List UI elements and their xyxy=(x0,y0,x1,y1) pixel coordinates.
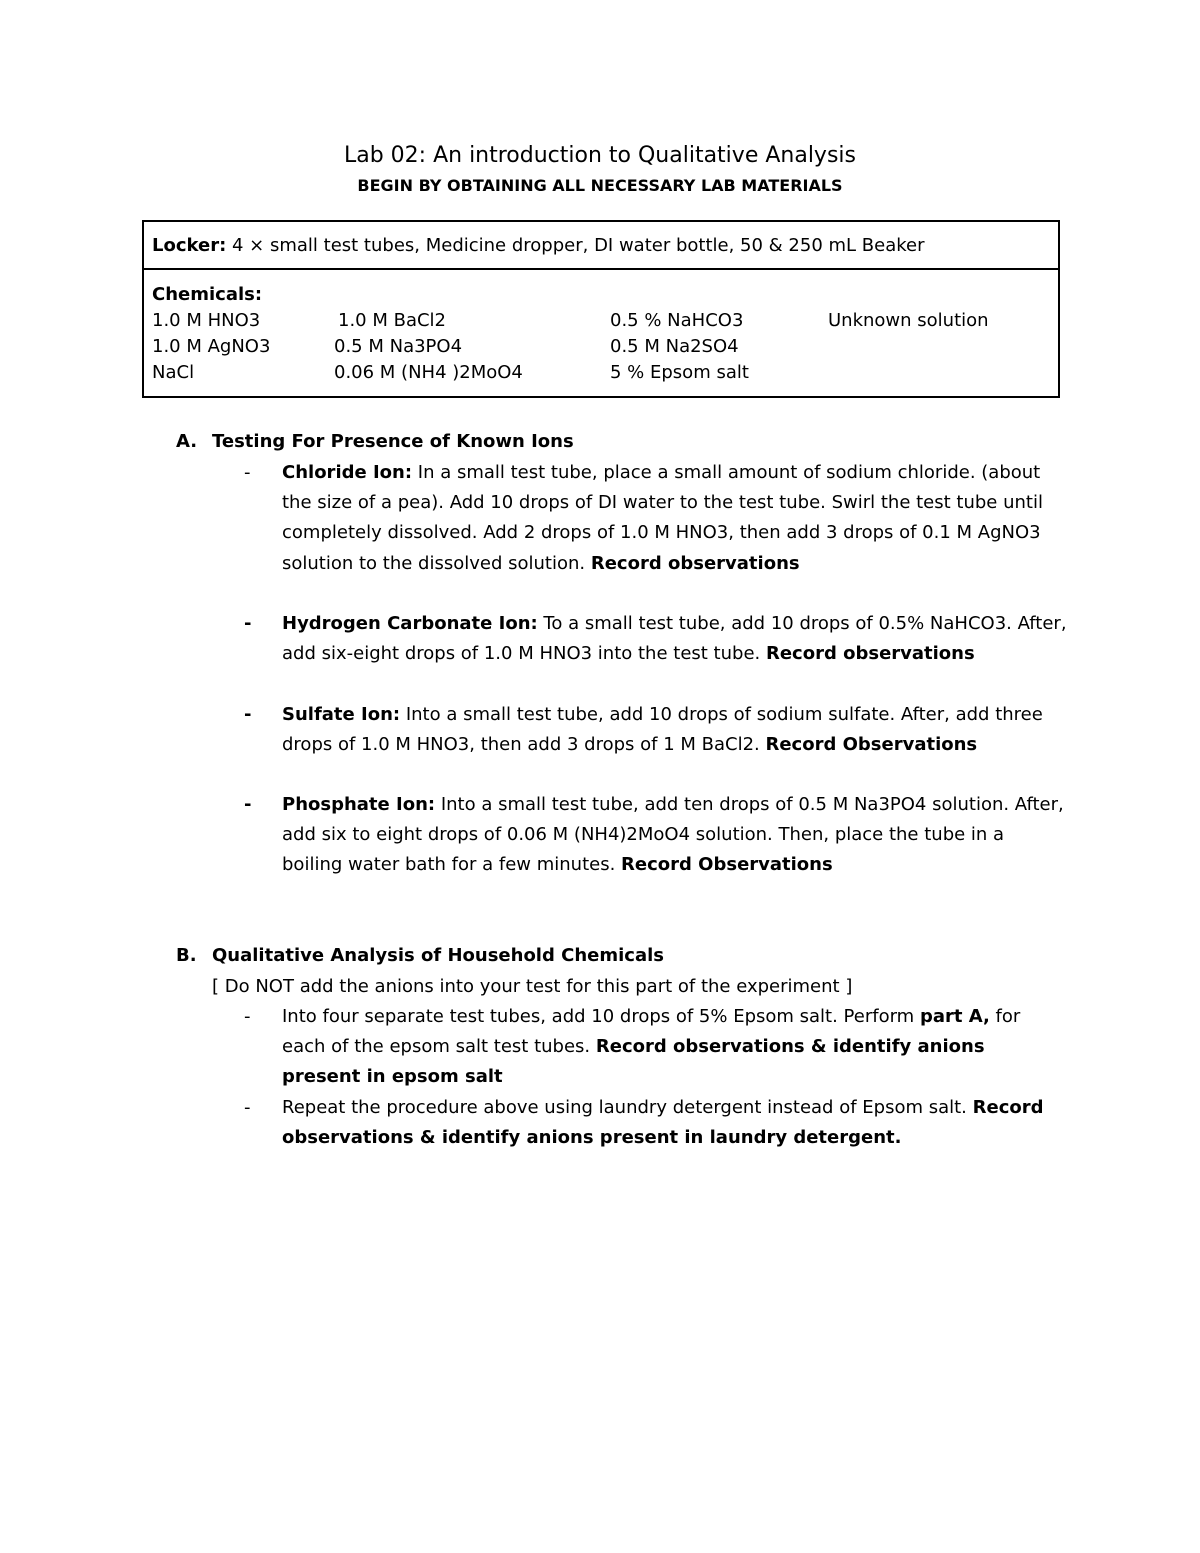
section-b-note: [ Do NOT add the anions into your test for this part of the experiment ] xyxy=(212,976,853,997)
chemical-item: 0.5 M Na2SO4 xyxy=(610,336,739,357)
locker-text: 4 × small test tubes, Medicine dropper, DI water bottle, 50 & 250 mL Beaker xyxy=(226,235,925,256)
section-a-title: Testing For Presence of Known Ions xyxy=(212,431,574,452)
page-title: Lab 02: An introduction to Qualitative Analysis xyxy=(343,143,856,168)
list-item xyxy=(244,609,1068,669)
materials-box xyxy=(142,220,1060,398)
item-emphasis: part A, xyxy=(919,1006,990,1027)
section-b-title: Qualitative Analysis of Household Chemicals xyxy=(212,945,664,966)
item-text: Into four separate test tubes, add 10 drops of 5% Epsom salt. Perform xyxy=(282,1006,920,1027)
item-emphasis: Record observations & identify anions present in laundry detergent. xyxy=(282,1097,1044,1149)
chemical-item: 0.06 M (NH4 )2MoO4 xyxy=(334,362,523,383)
list-item xyxy=(244,458,1068,579)
item-text: Repeat the procedure above using laundry detergent instead of Epsom salt. xyxy=(282,1097,973,1118)
item-text: Into a small test tube, add ten drops of 0.5 M Na3PO4 solution. After, add six to eight drops of 0.06 M (NH4)2MoO4 solution. Then, place the tube in a boiling water bath for a few minutes. xyxy=(282,794,1064,876)
bullet-dash: - xyxy=(244,794,252,815)
bullet-dash: - xyxy=(244,1097,251,1118)
item-label: Hydrogen Carbonate Ion: xyxy=(282,613,538,634)
chemical-item: Unknown solution xyxy=(828,310,989,331)
item-text: Into a small test tube, add 10 drops of sodium sulfate. After, add three drops of 1.0 M HNO3, then add 3 drops of 1 M BaCl2. xyxy=(282,704,1043,756)
item-label: Phosphate Ion: xyxy=(282,794,436,815)
chemical-item: 5 % Epsom salt xyxy=(610,362,749,383)
chemicals-label: Chemicals: xyxy=(152,284,263,305)
item-emphasis: Record observations xyxy=(765,643,975,665)
section-b-heading xyxy=(176,941,664,971)
list-item xyxy=(244,790,1068,881)
item-emphasis: Record observations xyxy=(590,552,800,574)
section-a-letter: A. xyxy=(176,431,198,452)
chemical-item: NaCl xyxy=(152,362,195,383)
list-item xyxy=(244,1093,1068,1153)
section-a-heading xyxy=(176,427,574,457)
chemical-item: 1.0 M HNO3 xyxy=(152,310,261,331)
locker-row xyxy=(144,222,1058,270)
list-item xyxy=(244,700,1068,760)
chemical-item: 1.0 M AgNO3 xyxy=(152,336,271,357)
chemical-item: 0.5 % NaHCO3 xyxy=(610,310,744,331)
chemical-item: 1.0 M BaCl2 xyxy=(338,310,446,331)
bullet-dash: - xyxy=(244,1006,251,1027)
list-item xyxy=(244,1002,1068,1093)
bullet-dash: - xyxy=(244,462,251,483)
bullet-dash: - xyxy=(244,613,252,634)
item-emphasis: Record Observations xyxy=(765,734,978,756)
item-emphasis: Record Observations xyxy=(621,854,833,876)
item-label: Chloride Ion: xyxy=(282,462,413,483)
item-text: In a small test tube, place a small amount of sodium chloride. (about the size of a pea). Add 10 drops of DI water to the test tube. Swirl the test tube until completely dissolved. Add 2 drops of 1.0 M HNO3, then add 3 drops of 0.1 M AgNO3 solution to the dissolved solution. xyxy=(282,462,1043,574)
chemical-item: 0.5 M Na3PO4 xyxy=(334,336,463,357)
chemicals-section xyxy=(152,282,989,383)
item-text: for each of the epsom salt test tubes. xyxy=(282,1006,1021,1058)
item-label: Sulfate Ion: xyxy=(282,704,401,725)
page-subtitle: BEGIN BY OBTAINING ALL NECESSARY LAB MATERIALS xyxy=(357,176,843,195)
item-text: To a small test tube, add 10 drops of 0.5% NaHCO3. After, add six-eight drops of 1.0 M HNO3 into the test tube. xyxy=(282,613,1067,665)
item-emphasis: Record observations & identify anions present in epsom salt xyxy=(282,1036,985,1088)
bullet-dash: - xyxy=(244,704,252,725)
locker-label: Locker: xyxy=(152,235,227,256)
section-b-letter: B. xyxy=(176,945,197,966)
